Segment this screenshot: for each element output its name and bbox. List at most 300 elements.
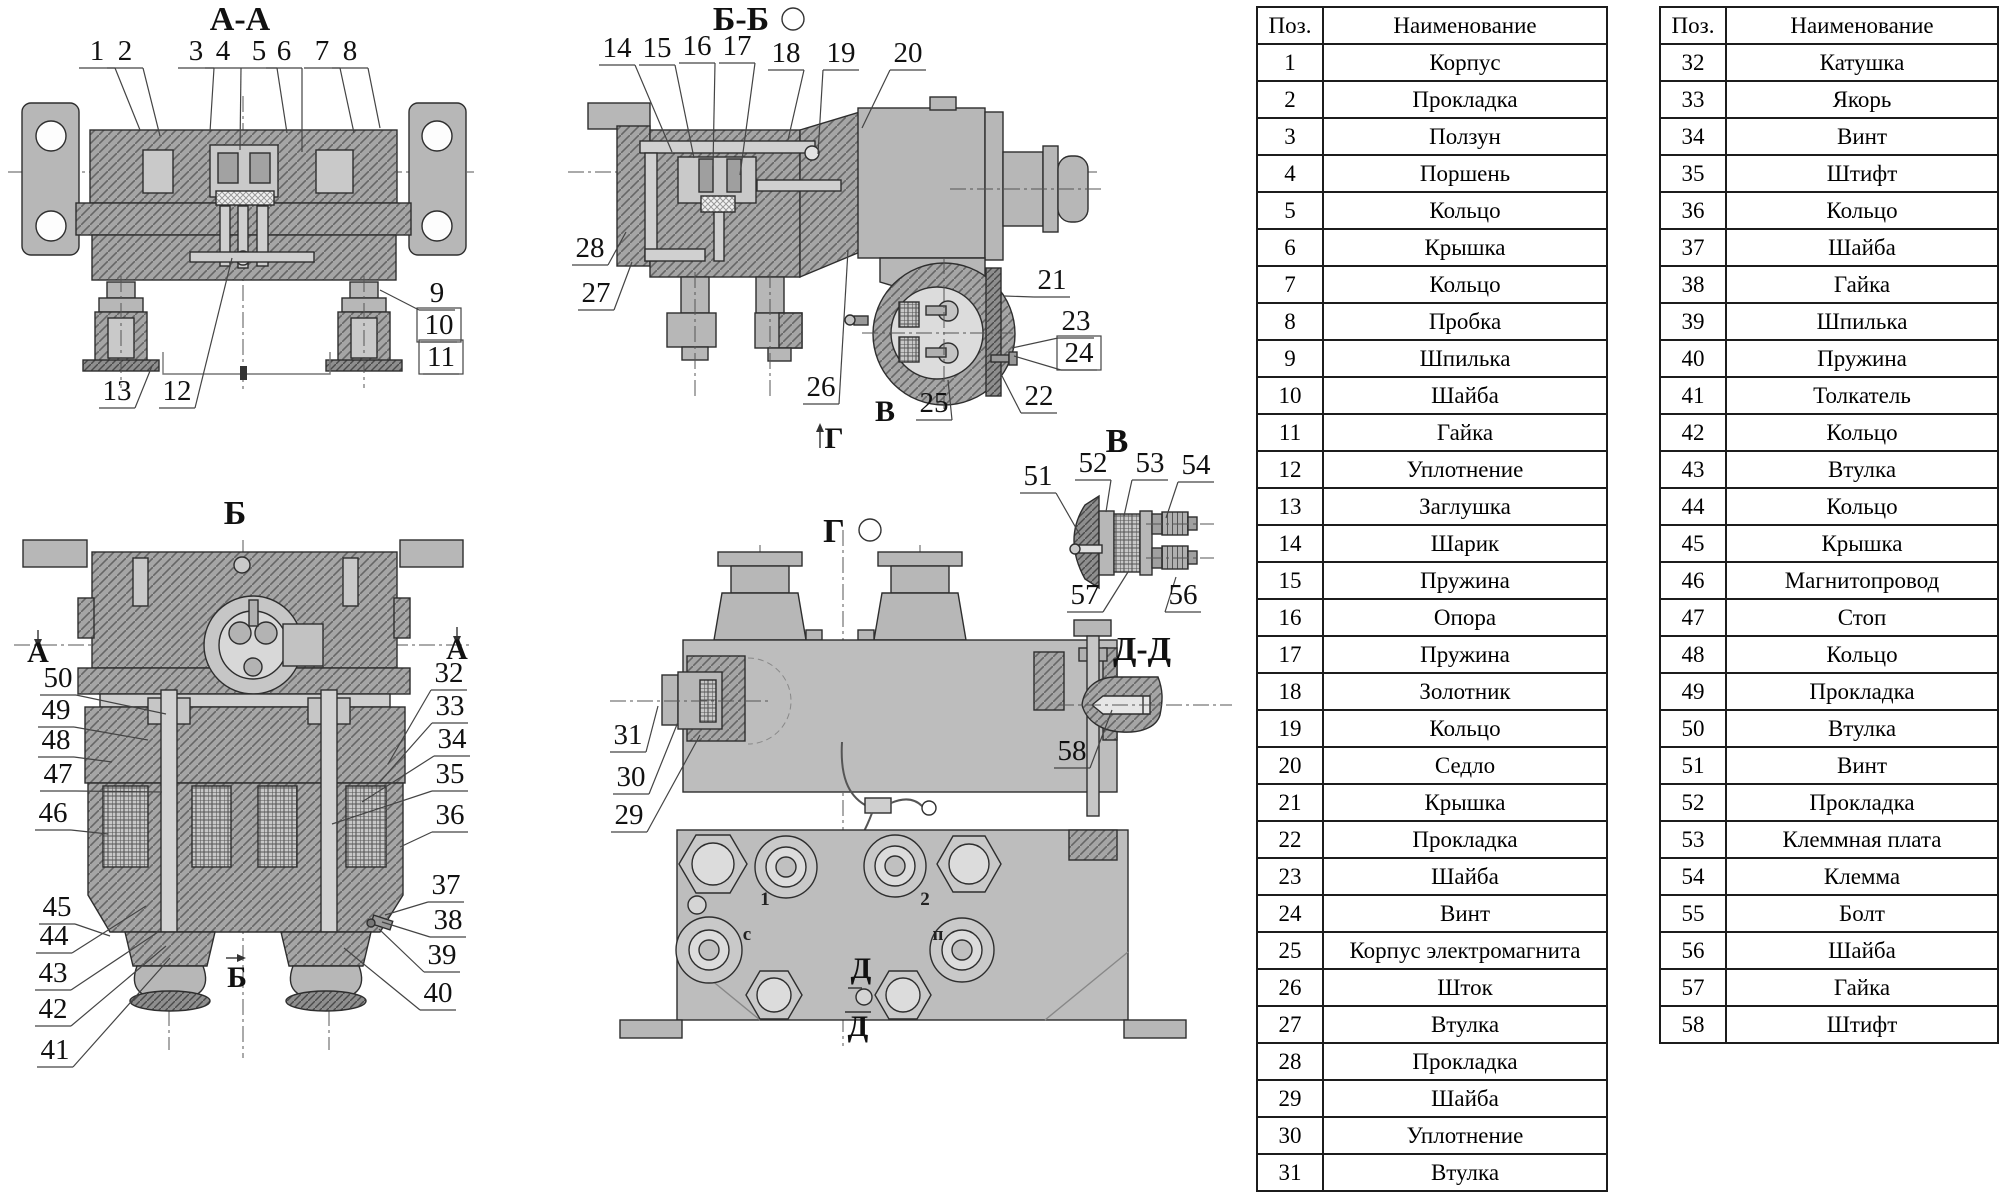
table-row <box>1660 636 1998 673</box>
detail-v-drawing <box>1070 496 1214 588</box>
name-cell: Корпус электромагнита <box>1323 932 1607 969</box>
body-tab <box>858 630 874 640</box>
pos-cell: 2 <box>1257 81 1323 118</box>
table-row <box>1257 599 1607 636</box>
callout-number: 31 <box>613 719 643 751</box>
name-cell: Кольцо <box>1726 488 1998 525</box>
callout-number: 41 <box>40 1034 70 1066</box>
plug-face <box>949 844 989 884</box>
callout-number: 23 <box>1061 305 1091 337</box>
callout-leader <box>368 68 380 128</box>
parts-table-2 <box>1659 6 1999 1044</box>
pos-cell: 23 <box>1257 858 1323 895</box>
table-row <box>1257 1117 1607 1154</box>
pos-cell: 54 <box>1660 858 1726 895</box>
datum-circle <box>782 8 804 30</box>
pos-cell: 13 <box>1257 488 1323 525</box>
name-cell: Гайка <box>1726 969 1998 1006</box>
table-row <box>1660 377 1998 414</box>
plug-face <box>757 978 791 1012</box>
name-cell: Шайба <box>1726 932 1998 969</box>
callout-number: 18 <box>771 37 801 69</box>
corner-section <box>1069 830 1117 860</box>
pos-cell: 34 <box>1660 118 1726 155</box>
port-neck <box>891 566 949 593</box>
side-screw <box>854 316 868 325</box>
view-title: Б-Б <box>712 1 770 38</box>
coil-section <box>346 786 386 867</box>
pos-cell: 36 <box>1660 192 1726 229</box>
pos-cell: 41 <box>1660 377 1726 414</box>
body-cone <box>800 112 860 277</box>
lead-wire <box>891 799 922 806</box>
pos-cell: 53 <box>1660 821 1726 858</box>
port-neck <box>731 566 789 593</box>
pos-cell: 40 <box>1660 340 1726 377</box>
pos-cell: 42 <box>1660 414 1726 451</box>
pos-cell: 37 <box>1660 229 1726 266</box>
port-circle <box>776 857 796 877</box>
table-row <box>1660 525 1998 562</box>
callout-number: 5 <box>251 35 267 67</box>
callout-leader <box>1056 493 1080 535</box>
pos-cell: 9 <box>1257 340 1323 377</box>
seal-gauze <box>216 191 274 205</box>
name-cell: Пружина <box>1726 340 1998 377</box>
table-row <box>1660 414 1998 451</box>
port-label: 2 <box>920 889 930 910</box>
table-row <box>1257 932 1607 969</box>
callout-leader <box>646 706 658 752</box>
pos-cell: 10 <box>1257 377 1323 414</box>
wire-lug <box>922 801 936 815</box>
coil-section <box>103 786 148 867</box>
cover-section <box>1074 496 1099 588</box>
pos-cell: 11 <box>1257 414 1323 451</box>
name-cell: Штифт <box>1726 1006 1998 1043</box>
name-cell: Штифт <box>1726 155 1998 192</box>
valve-body-section <box>85 707 405 783</box>
callout-number: 53 <box>1135 447 1165 479</box>
callout-leader <box>135 366 152 408</box>
table-row <box>1660 155 1998 192</box>
callout-number: 58 <box>1057 735 1087 767</box>
callout-number: 35 <box>435 758 465 790</box>
callout-number: 6 <box>276 35 292 67</box>
cover-plate <box>986 268 1001 396</box>
pos-cell: 32 <box>1660 44 1726 81</box>
name-cell: Гайка <box>1726 266 1998 303</box>
port-circle <box>885 856 905 876</box>
callout-leader <box>115 68 140 130</box>
callout-number: 54 <box>1181 449 1211 481</box>
pos-cell: 15 <box>1257 562 1323 599</box>
callout-number: 15 <box>642 32 672 64</box>
callout-number: 48 <box>41 724 71 756</box>
parts-table <box>1256 6 1608 1192</box>
port-rim <box>286 991 366 1011</box>
callout-leader <box>143 68 160 136</box>
name-cell: Шайба <box>1323 858 1607 895</box>
table-row <box>1257 192 1607 229</box>
table-row <box>1660 118 1998 155</box>
name-cell: Винт <box>1323 895 1607 932</box>
table-row <box>1257 636 1607 673</box>
name-cell: Заглушка <box>1323 488 1607 525</box>
callout-leader <box>1103 572 1128 612</box>
port-label: п <box>932 924 944 945</box>
pos-cell: 5 <box>1257 192 1323 229</box>
port-collar <box>125 932 215 966</box>
callout-leader <box>1004 296 1034 297</box>
table-row <box>1660 710 1998 747</box>
side-screw-head <box>367 919 375 927</box>
name-cell: Кольцо <box>1726 636 1998 673</box>
flange-hole <box>422 121 452 151</box>
callout-leader <box>1014 356 1061 370</box>
callout-number: 28 <box>575 232 605 264</box>
table-row <box>1257 118 1607 155</box>
datum-tick <box>240 366 247 380</box>
table-row <box>1660 599 1998 636</box>
flange-tab <box>588 103 650 129</box>
port-flange <box>878 552 962 566</box>
pos-cell: 56 <box>1660 932 1726 969</box>
bolt-bore <box>133 558 148 606</box>
callout-number: 10 <box>424 309 454 341</box>
name-cell: Гайка <box>1323 414 1607 451</box>
callout-number: 39 <box>427 939 457 971</box>
table-row <box>1257 414 1607 451</box>
corner-section <box>1034 652 1064 710</box>
pos-cell: 27 <box>1257 1006 1323 1043</box>
flange-hole <box>36 211 66 241</box>
callout-leader <box>614 262 632 310</box>
callout-number: 3 <box>188 35 204 67</box>
name-cell: Прокладка <box>1726 784 1998 821</box>
name-cell: Втулка <box>1726 710 1998 747</box>
section-mark: А <box>27 636 49 669</box>
flange-hole <box>36 121 66 151</box>
callout-number: 26 <box>806 371 836 403</box>
pos-cell: 18 <box>1257 673 1323 710</box>
name-cell: Магнитопровод <box>1726 562 1998 599</box>
callout-number: 16 <box>682 30 712 62</box>
pos-cell: 8 <box>1257 303 1323 340</box>
stud-cap <box>1074 620 1111 636</box>
pos-cell: 50 <box>1660 710 1726 747</box>
body-step <box>78 598 94 638</box>
view-title: Г <box>823 513 845 550</box>
table-row <box>1257 710 1607 747</box>
callout-leader <box>277 68 287 133</box>
table-row <box>1257 821 1607 858</box>
table-row <box>1660 81 1998 118</box>
pin <box>249 600 258 626</box>
name-cell: Прокладка <box>1323 1043 1607 1080</box>
table-row <box>1257 44 1607 81</box>
datum-circle <box>859 519 881 541</box>
view-aa-drawing <box>8 96 474 392</box>
callout-number: 12 <box>162 375 192 407</box>
callout-number: 13 <box>102 375 132 407</box>
parts-table <box>1659 6 1999 1044</box>
name-cell: Прокладка <box>1323 821 1607 858</box>
section-mark: Г <box>824 422 844 455</box>
table-row <box>1660 747 1998 784</box>
callout-number: 32 <box>434 657 464 689</box>
pos-cell: 55 <box>1660 895 1726 932</box>
name-cell: Втулка <box>1323 1006 1607 1043</box>
name-cell: Шайба <box>1323 377 1607 414</box>
callout-number: 11 <box>427 341 455 373</box>
view-g-drawing <box>610 519 1186 1046</box>
callout-number: 38 <box>433 904 463 936</box>
name-cell: Шарик <box>1323 525 1607 562</box>
port-circle <box>699 940 719 960</box>
mounting-flange <box>23 540 87 567</box>
side-plug <box>283 624 323 666</box>
fitting-hex <box>667 313 716 347</box>
section-mark: А <box>446 633 468 666</box>
block-tab <box>930 97 956 110</box>
pos-cell: 6 <box>1257 229 1323 266</box>
name-cell: Кольцо <box>1726 192 1998 229</box>
callout-number: 36 <box>435 799 465 831</box>
section-mark: Д <box>850 952 872 985</box>
name-cell: Уплотнение <box>1323 1117 1607 1154</box>
table-row <box>1660 451 1998 488</box>
pos-cell: 7 <box>1257 266 1323 303</box>
washer-plate <box>1140 511 1152 575</box>
callout-number: 46 <box>38 797 68 829</box>
coil-section <box>258 786 297 867</box>
name-cell: Шайба <box>1323 1080 1607 1117</box>
pos-cell: 12 <box>1257 451 1323 488</box>
table-row <box>1257 1154 1607 1191</box>
name-cell: Втулка <box>1726 451 1998 488</box>
bolt-bore <box>343 558 358 606</box>
section-arrowhead <box>816 423 824 432</box>
name-cell: Золотник <box>1323 673 1607 710</box>
pos-cell: 1 <box>1257 44 1323 81</box>
callout-number: 51 <box>1023 460 1053 492</box>
callout-number: 34 <box>437 723 467 755</box>
table-row <box>1257 1006 1607 1043</box>
cover-screw-head <box>1009 352 1017 365</box>
port-collar <box>281 932 371 966</box>
spool-stem <box>757 180 841 191</box>
callout-number: 8 <box>342 35 358 67</box>
port-label: с <box>742 924 752 945</box>
table-row <box>1660 192 1998 229</box>
callout-leader <box>210 68 214 132</box>
foot <box>620 1020 682 1038</box>
screw-shank <box>1078 545 1102 553</box>
callout-number: 33 <box>435 690 465 722</box>
table-row <box>1257 747 1607 784</box>
side-port-rim <box>662 675 678 725</box>
name-cell: Клемма <box>1726 858 1998 895</box>
fitting-cap <box>768 348 791 361</box>
port-circle <box>952 940 972 960</box>
pos-cell: 48 <box>1660 636 1726 673</box>
callout-number: 37 <box>431 869 461 901</box>
channel <box>645 153 657 261</box>
piston <box>218 153 238 183</box>
pos-cell: 43 <box>1660 451 1726 488</box>
ball <box>805 146 819 160</box>
table-row <box>1257 858 1607 895</box>
section-mark: Д <box>847 1010 869 1043</box>
table-row <box>1257 303 1607 340</box>
name-cell: Кольцо <box>1323 192 1607 229</box>
table-row <box>1257 1043 1607 1080</box>
callout-leader <box>1000 372 1021 413</box>
pos-cell: 39 <box>1660 303 1726 340</box>
name-cell: Шпилька <box>1323 340 1607 377</box>
callout-number: 47 <box>43 758 73 790</box>
table-row <box>1660 303 1998 340</box>
table-row <box>1257 81 1607 118</box>
seal-gauze <box>701 196 735 212</box>
table-row <box>1660 266 1998 303</box>
piston-bore <box>316 150 353 193</box>
table-row <box>1257 969 1607 1006</box>
callout-leader <box>75 924 110 936</box>
callout-number: 44 <box>39 920 69 952</box>
body-tab <box>806 630 822 640</box>
channel <box>640 141 815 153</box>
tie-rod <box>1087 636 1099 816</box>
name-cell: Пружина <box>1323 562 1607 599</box>
table-header-row <box>1257 7 1607 44</box>
callout-number: 27 <box>581 277 611 309</box>
pos-cell: 24 <box>1257 895 1323 932</box>
callout-number: 50 <box>43 662 73 694</box>
table-row <box>1257 562 1607 599</box>
plunger <box>161 690 177 932</box>
plug-face <box>692 843 734 885</box>
callout-number: 40 <box>423 977 453 1009</box>
table-row <box>1257 451 1607 488</box>
name-cell: Катушка <box>1726 44 1998 81</box>
callout-number: 9 <box>429 277 445 309</box>
table-row <box>1660 44 1998 81</box>
callout-number: 14 <box>602 32 632 64</box>
side-screw-head <box>845 315 855 325</box>
callout-leader <box>400 832 432 847</box>
port-flange <box>718 552 802 566</box>
callout-number: 56 <box>1168 579 1198 611</box>
table-row <box>1257 377 1607 414</box>
pos-cell: 46 <box>1660 562 1726 599</box>
callout-number: 24 <box>1064 337 1094 369</box>
top-hole <box>234 557 250 573</box>
table-row <box>1660 784 1998 821</box>
datum-hole <box>856 989 872 1005</box>
callout-leader <box>1124 480 1132 516</box>
pos-cell: 19 <box>1257 710 1323 747</box>
port-base <box>714 593 806 640</box>
spring-support <box>699 159 713 192</box>
coil-section <box>899 337 919 362</box>
body-step <box>394 598 410 638</box>
wire-clamp <box>865 798 891 813</box>
name-cell: Винт <box>1726 118 1998 155</box>
pos-cell: 25 <box>1257 932 1323 969</box>
callout-number: 7 <box>314 35 330 67</box>
callout-number: 20 <box>893 37 923 69</box>
callout-leader <box>1106 480 1111 512</box>
pos-cell: 16 <box>1257 599 1323 636</box>
plug-face <box>886 978 920 1012</box>
pos-cell: 57 <box>1660 969 1726 1006</box>
name-cell: Уплотнение <box>1323 451 1607 488</box>
name-cell: Шайба <box>1726 229 1998 266</box>
table-row <box>1660 229 1998 266</box>
name-cell: Седло <box>1323 747 1607 784</box>
callout-number: 2 <box>117 35 133 67</box>
callout-number: 42 <box>38 993 68 1025</box>
callout-number: 49 <box>41 694 71 726</box>
callout-number: 19 <box>826 37 856 69</box>
pos-cell: 35 <box>1660 155 1726 192</box>
pos-cell: 29 <box>1257 1080 1323 1117</box>
name-cell: Крышка <box>1323 784 1607 821</box>
pos-cell: 38 <box>1660 266 1726 303</box>
pos-cell: 4 <box>1257 155 1323 192</box>
port-rim <box>130 991 210 1011</box>
pos-cell: 21 <box>1257 784 1323 821</box>
table-row <box>1257 1080 1607 1117</box>
name-cell: Винт <box>1726 747 1998 784</box>
table-row <box>1660 488 1998 525</box>
name-cell: Поршень <box>1323 155 1607 192</box>
table-header-row <box>1660 7 1998 44</box>
pos-cell: 17 <box>1257 636 1323 673</box>
name-cell: Шпилька <box>1726 303 1998 340</box>
terminal-stem <box>926 306 946 315</box>
name-cell: Кольцо <box>1323 710 1607 747</box>
callout-number: 52 <box>1078 447 1108 479</box>
table-row <box>1660 895 1998 932</box>
name-cell: Толкатель <box>1726 377 1998 414</box>
callout-leader <box>379 929 424 972</box>
view-title: А-А <box>209 1 271 38</box>
pos-cell: 47 <box>1660 599 1726 636</box>
pos-cell: 30 <box>1257 1117 1323 1154</box>
foot <box>1124 1020 1186 1038</box>
name-cell: Якорь <box>1726 81 1998 118</box>
name-cell: Втулка <box>1323 1154 1607 1191</box>
magnet-block <box>858 108 985 258</box>
port-label: 1 <box>760 889 770 910</box>
screw-head <box>1070 544 1080 554</box>
name-cell: Опора <box>1323 599 1607 636</box>
table-row <box>1660 821 1998 858</box>
table-row <box>1257 895 1607 932</box>
view-title: Б <box>223 495 247 532</box>
table-row <box>1257 229 1607 266</box>
table-row <box>1660 932 1998 969</box>
plunger <box>321 690 337 932</box>
piston-bore <box>143 150 173 193</box>
rotor-port <box>229 622 251 644</box>
rotor-port <box>244 658 262 676</box>
name-cell: Прокладка <box>1726 673 1998 710</box>
pos-cell: 20 <box>1257 747 1323 784</box>
